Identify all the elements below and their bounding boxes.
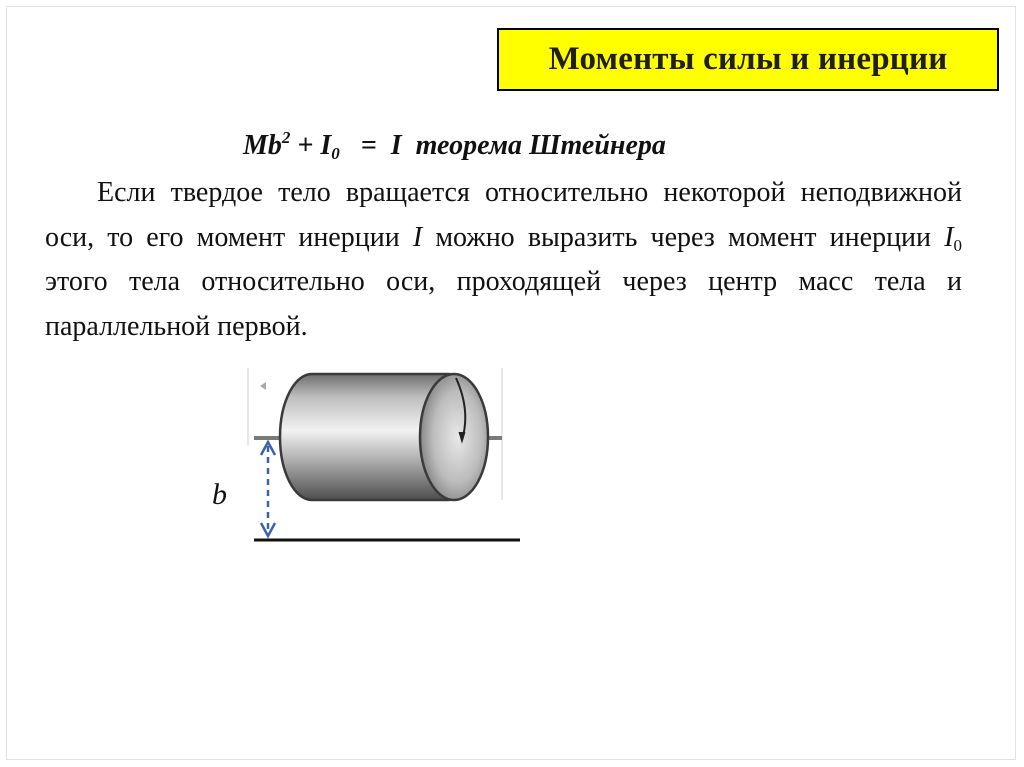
paragraph-part1: Если твердое тело вращается относительно некоторой неподвижной оси, то его момент инерции	[45, 177, 962, 253]
rotation-hint-icon	[260, 382, 266, 390]
slide-title: Моменты силы и инерции	[548, 41, 948, 77]
paragraph-symbol-i0: I	[944, 221, 954, 253]
paragraph-symbol-i: I	[412, 221, 423, 253]
steiner-formula	[243, 128, 666, 164]
theorem-paragraph	[45, 171, 962, 349]
formula-exponent: 2	[281, 128, 291, 147]
title-box	[497, 28, 999, 91]
formula-plus-i: + I	[290, 130, 332, 161]
formula-mb: Mb	[243, 130, 282, 161]
distance-arrow-icon	[261, 442, 275, 536]
paragraph-subscript: 0	[953, 235, 963, 255]
distance-label-b: b	[212, 478, 227, 511]
paragraph-part2: можно выразить через момент инерции	[422, 221, 945, 253]
cylinder-icon	[280, 374, 488, 500]
formula-subscript: 0	[331, 144, 340, 163]
cylinder-diagram	[240, 360, 540, 560]
paragraph-part3: этого тела относительно оси, проходящей через центр масс тела и параллельной первой.	[45, 266, 962, 342]
formula-rest: = I теорема Штейнера	[339, 130, 666, 161]
